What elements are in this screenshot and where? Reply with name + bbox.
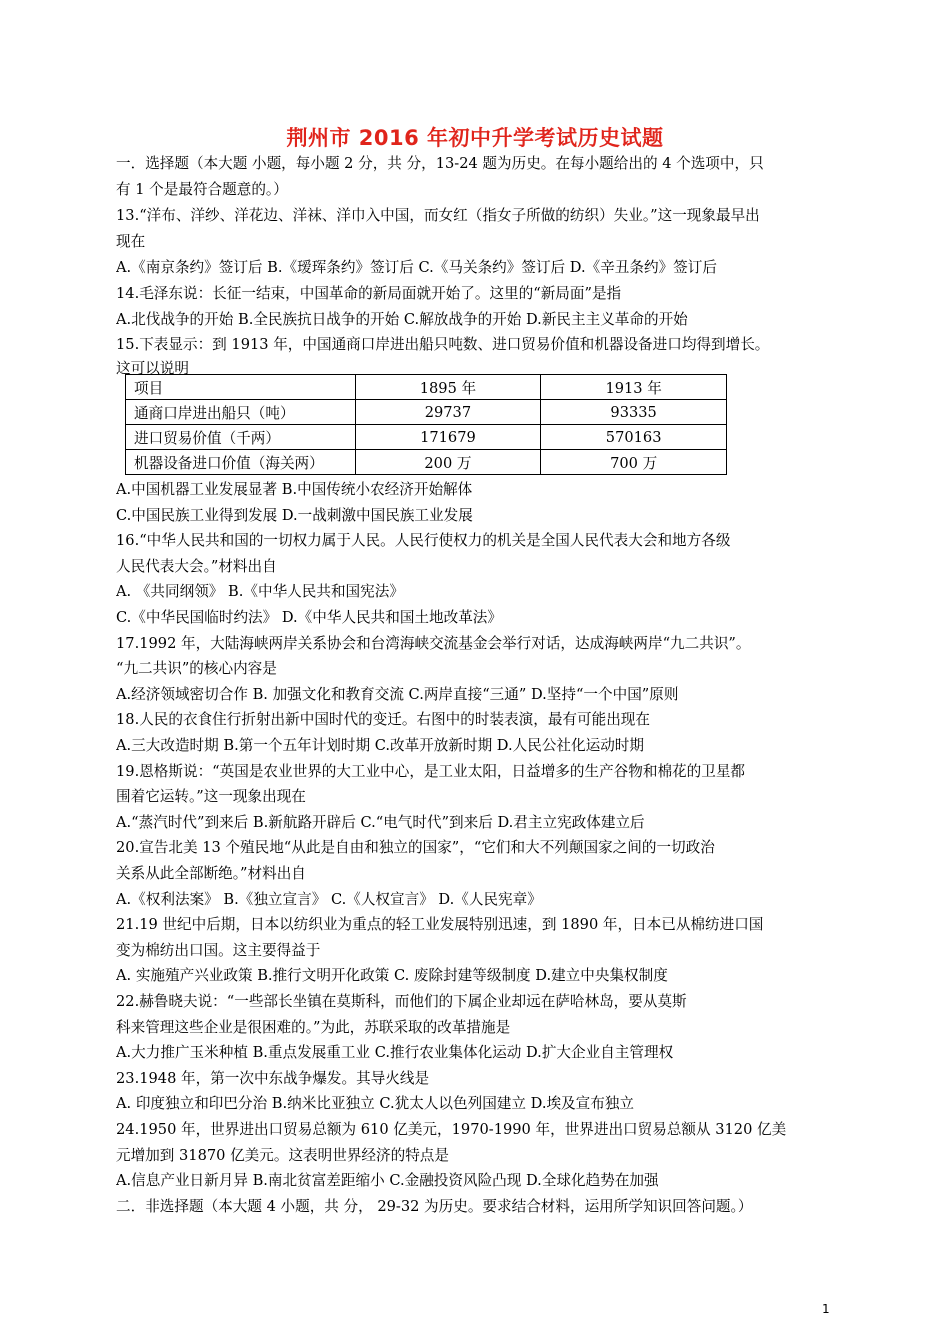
text-line: 21.19 世纪中后期，日本以纺织业为重点的轻工业发展特别迅速，到 1890 年，日本已从棉纺进口国 [116, 916, 764, 933]
text-line: A.经济领域密切合作 B. 加强文化和教育交流 C.两岸直接“三通” D.坚持“一个中国”原则 [116, 686, 679, 703]
table-header-cell: 1895 年 [355, 375, 541, 400]
text-line: 围着它运转。”这一现象出现在 [116, 788, 306, 805]
text-line: “九二共识”的核心内容是 [116, 660, 277, 677]
text-line: 13.“洋布、洋纱、洋花边、洋袜、洋巾入中国，而女红（指女子所做的纺织）失业。”这一现象最早出 [116, 207, 760, 224]
text-line: 有 1 个是最符合题意的。） [116, 181, 288, 198]
text-line: 人民代表大会。”材料出自 [116, 558, 277, 575]
text-line: A.《权利法案》 B.《独立宣言》 C.《人权宣言》 D.《人民宪章》 [116, 891, 542, 908]
text-line: 元增加到 31870 亿美元。这表明世界经济的特点是 [116, 1147, 449, 1164]
text-line: 18.人民的衣食住行折射出新中国时代的变迁。右图中的时装表演，最有可能出现在 [116, 711, 650, 728]
text-line: 17.1992 年，大陆海峡两岸关系协会和台湾海峡交流基金会举行对话，达成海峡两岸“九二共识”。 [116, 635, 751, 652]
text-line: 14.毛泽东说：长征一结束，中国革命的新局面就开始了。这里的“新局面”是指 [116, 285, 622, 302]
table-cell: 171679 [355, 425, 541, 450]
text-line: 16.“中华人民共和国的一切权力属于人民。人民行使权力的机关是全国人民代表大会和地方各级 [116, 532, 731, 549]
table-cell: 93335 [541, 400, 727, 425]
table-cell: 700 万 [541, 450, 727, 475]
text-line: A.中国机器工业发展显著 B.中国传统小农经济开始解体 [116, 481, 473, 498]
text-line: 20.宣告北美 13 个殖民地“从此是自由和独立的国家”，“它们和大不列颠国家之间的一切政治 [116, 839, 715, 856]
table-cell: 机器设备进口价值（海关两） [126, 450, 356, 475]
text-line: A. 实施殖产兴业政策 B.推行文明开化政策 C. 废除封建等级制度 D.建立中央集权制度 [116, 967, 668, 984]
text-line: 科来管理这些企业是很困难的。”为此，苏联采取的改革措施是 [116, 1019, 511, 1036]
text-line: 一．选择题（本大题 小题，每小题 2 分，共 分，13-24 题为历史。在每小题给出的 4 个选项中，只 [116, 155, 764, 172]
table-cell: 29737 [355, 400, 541, 425]
text-line: 24.1950 年，世界进出口贸易总额为 610 亿美元，1970-1990 年，世界进出口贸易总额从 3120 亿美 [116, 1121, 787, 1138]
table-row [126, 450, 727, 475]
text-line: A.信息产业日新月异 B.南北贫富差距缩小 C.金融投资风险凸现 D.全球化趋势在加强 [116, 1172, 659, 1189]
text-line: A.三大改造时期 B.第一个五年计划时期 C.改革开放新时期 D.人民公社化运动时期 [116, 737, 644, 754]
text-line: A.“蒸汽时代”到来后 B.新航路开辟后 C.“电气时代”到来后 D.君主立宪政体建立后 [116, 814, 645, 831]
text-line: 22.赫鲁晓夫说：“一些部长坐镇在莫斯科，而他们的下属企业却远在萨哈林岛，要从莫斯 [116, 993, 687, 1010]
text-line: A.大力推广玉米种植 B.重点发展重工业 C.推行农业集体化运动 D.扩大企业自主管理权 [116, 1044, 674, 1061]
text-line: 19.恩格斯说：“英国是农业世界的大工业中心，是工业太阳，日益增多的生产谷物和棉花的卫星都 [116, 763, 746, 780]
text-line: A.《南京条约》签订后 B.《瑷珲条约》签订后 C.《马关条约》签订后 D.《辛丑条约》签订后 [116, 259, 717, 276]
table-cell: 进口贸易价值（千两） [126, 425, 356, 450]
table-cell: 200 万 [355, 450, 541, 475]
page-title: 荆州市 2016 年初中升学考试历史试题 [286, 126, 664, 150]
text-line: C.《中华民国临时约法》 D.《中华人民共和国土地改革法》 [116, 609, 502, 626]
table-header-row [126, 375, 727, 400]
table-cell: 通商口岸进出船只（吨） [126, 400, 356, 425]
text-line: 变为棉纺出口国。这主要得益于 [116, 942, 321, 959]
text-line: 关系从此全部断绝。”材料出自 [116, 865, 306, 882]
table-header-cell: 项目 [126, 375, 356, 400]
table-row [126, 425, 727, 450]
page-number: 1 [822, 1302, 830, 1316]
table-cell: 570163 [541, 425, 727, 450]
text-line: 现在 [116, 233, 146, 250]
table-header-cell: 1913 年 [541, 375, 727, 400]
text-line: 这可以说明 [116, 360, 189, 377]
text-line: 二．非选择题（本大题 4 小题，共 分， 29-32 为历史。要求结合材料，运用所学知识回答问题。） [116, 1198, 753, 1215]
text-line: 15.下表显示：到 1913 年，中国通商口岸进出船只吨数、进口贸易价值和机器设备进口均得到增长。 [116, 336, 770, 353]
trade-table [125, 374, 727, 475]
text-line: A. 印度独立和印巴分治 B.纳米比亚独立 C.犹太人以色列国建立 D.埃及宣布独立 [116, 1095, 635, 1112]
text-line: 23.1948 年，第一次中东战争爆发。其导火线是 [116, 1070, 430, 1087]
text-line: A. 《共同纲领》 B.《中华人民共和国宪法》 [116, 583, 404, 600]
table-row [126, 400, 727, 425]
text-line: C.中国民族工业得到发展 D.一战刺激中国民族工业发展 [116, 507, 473, 524]
text-line: A.北伐战争的开始 B.全民族抗日战争的开始 C.解放战争的开始 D.新民主主义革命的开始 [116, 311, 688, 328]
